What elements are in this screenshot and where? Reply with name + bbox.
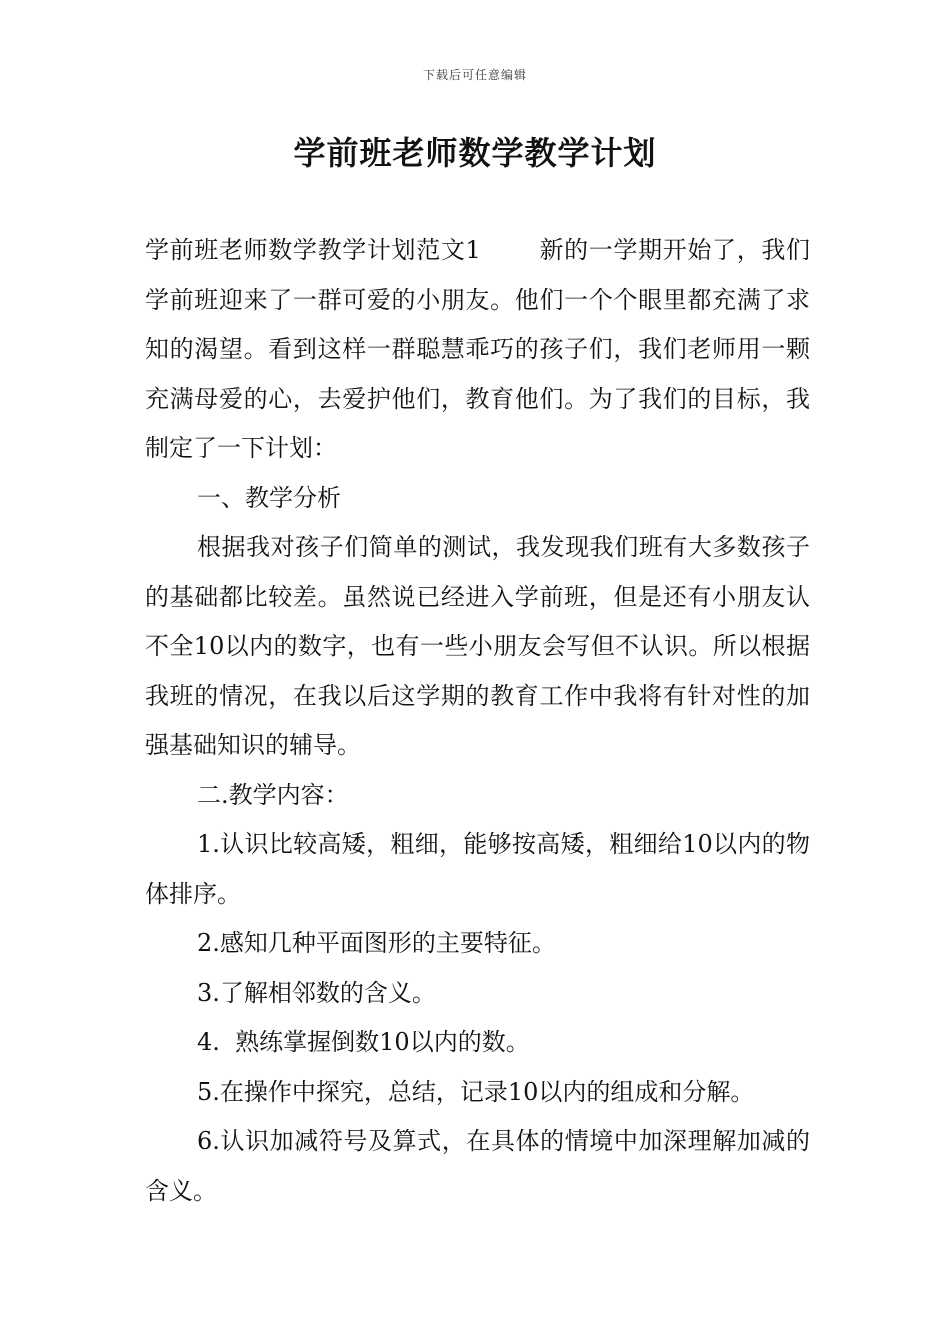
list-item: 6.认识加减符号及算式，在具体的情境中加深理解加减的含义。 [145, 1127, 810, 1205]
header-note: 下载后可任意编辑 [422, 68, 527, 82]
list-item: 2.感知几种平面图形的主要特征。 [197, 929, 556, 957]
list-item: 5.在操作中探究，总结，记录10以内的组成和分解。 [197, 1077, 755, 1106]
intro-text: 新的一学期开始了，我们学前班迎来了一群可爱的小朋友。他们一个个眼里都充满了求知的渴望。看到这样一群聪慧乖巧的孩子们，我们老师用一颗充满母爱的心，去爱护他们，教育他们。为了我们的目标，我制定了一下计划： [145, 236, 811, 462]
page-title: 学前班老师数学教学计划 [293, 134, 657, 172]
sample-label: 学前班老师数学教学计划范文1 [145, 236, 481, 264]
section1-paragraph: 根据我对孩子们简单的测试，我发现我们班有大多数孩子的基础都比较差。虽然说已经进入学前班，但是还有小朋友认不全10以内的数字，也有一些小朋友会写但不认识。所以根据我班的情况，在我以后这学期的教育工作中我将有针对性的加强基础知识的辅导。 [145, 533, 810, 759]
list-item: 1.认识比较高矮，粗细，能够按高矮，粗细给10以内的物体排序。 [145, 830, 810, 908]
intro-paragraph [145, 226, 810, 474]
document-body [145, 226, 810, 1216]
list-item: 4. 熟练掌握倒数10以内的数。 [197, 1028, 530, 1056]
section1-heading: 一、教学分析 [197, 483, 341, 512]
list-item: 3.了解相邻数的含义。 [197, 978, 436, 1007]
section2-heading: 二.教学内容： [197, 780, 349, 809]
